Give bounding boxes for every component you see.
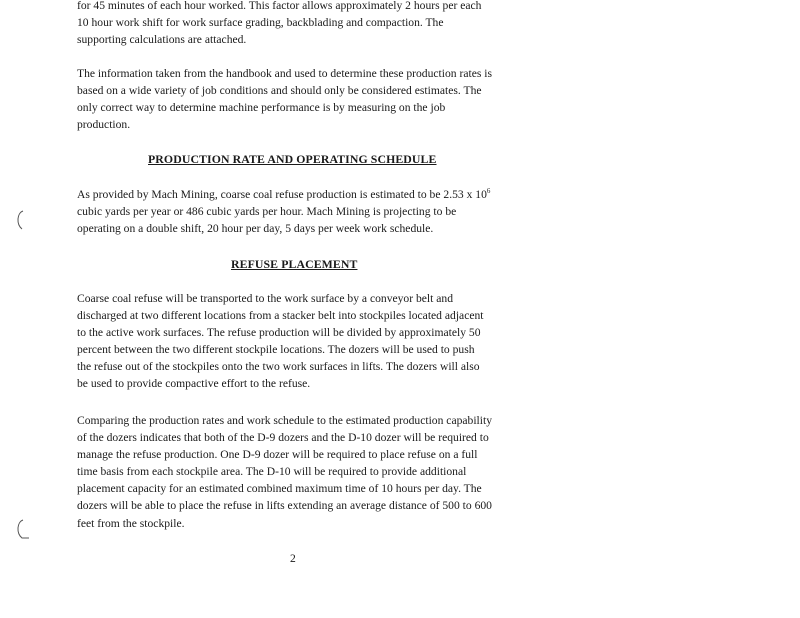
superscript-exponent: 6 [486, 187, 491, 195]
text-line: for 45 minutes of each hour worked. This factor allows approximately 2 hours per each [77, 0, 482, 12]
page-number: 2 [290, 552, 296, 565]
text-line: Coarse coal refuse will be transported to the work surface by a conveyor belt and [77, 292, 454, 305]
binder-hole-mark-icon [13, 208, 33, 234]
heading-refuse-placement: REFUSE PLACEMENT [231, 257, 358, 271]
text-line: dozers will be able to place the refuse in lifts extending an average distance of 500 to 600 [77, 499, 492, 513]
text-segment: As provided by Mach Mining, coarse coal refuse production is estimated to be 2.53 x 10 [77, 188, 487, 201]
text-line: to the active work surfaces. The refuse production will be divided by approximately 50 [77, 326, 481, 340]
heading-production-rate: PRODUCTION RATE AND OPERATING SCHEDULE [148, 152, 437, 166]
paragraph-dozer-capability [77, 412, 517, 532]
text-line: percent between the two different stockpile locations. The dozers will be used to push [77, 343, 475, 357]
text-line: feet from the stockpile. [77, 516, 185, 530]
text-line: be used to provide compactive effort to the refuse. [77, 377, 311, 391]
paragraph-handbook-info [77, 65, 517, 133]
text-line: time basis from each stockpile area. The D-10 will be required to provide additional [77, 465, 467, 479]
text-line: the refuse out of the stockpiles onto the two work surfaces in lifts. The dozers will also [77, 360, 480, 374]
text-line: The information taken from the handbook and used to determine these production rates is [77, 67, 493, 80]
text-line [77, 186, 517, 203]
text-line: discharged at two different locations from a stacker belt into stockpiles located adjacent [77, 309, 484, 323]
text-line: operating on a double shift, 20 hour per day, 5 days per week work schedule. [77, 222, 434, 236]
paragraph-production-estimate [77, 186, 517, 237]
text-line: based on a wide variety of job conditions and should only be considered estimates. The [77, 84, 482, 98]
text-line: of the dozers indicates that both of the D-9 dozers and the D-10 dozer will be required to [77, 431, 489, 445]
binder-hole-mark-icon [13, 517, 33, 543]
text-line: cubic yards per year or 486 cubic yards per hour. Mach Mining is projecting to be [77, 205, 457, 219]
text-line: supporting calculations are attached. [77, 33, 247, 47]
text-line: placement capacity for an estimated combined maximum time of 10 hours per day. The [77, 482, 482, 496]
paragraph-refuse-transport [77, 290, 517, 393]
text-line: 10 hour work shift for work surface grading, backblading and compaction. The [77, 16, 444, 30]
text-line: production. [77, 118, 131, 132]
text-line: Comparing the production rates and work schedule to the estimated production capability [77, 414, 493, 427]
text-line: manage the refuse production. One D-9 dozer will be required to place refuse on a full [77, 448, 478, 462]
paragraph-work-factor [77, 0, 517, 48]
text-line: only correct way to determine machine performance is by measuring on the job [77, 101, 446, 115]
